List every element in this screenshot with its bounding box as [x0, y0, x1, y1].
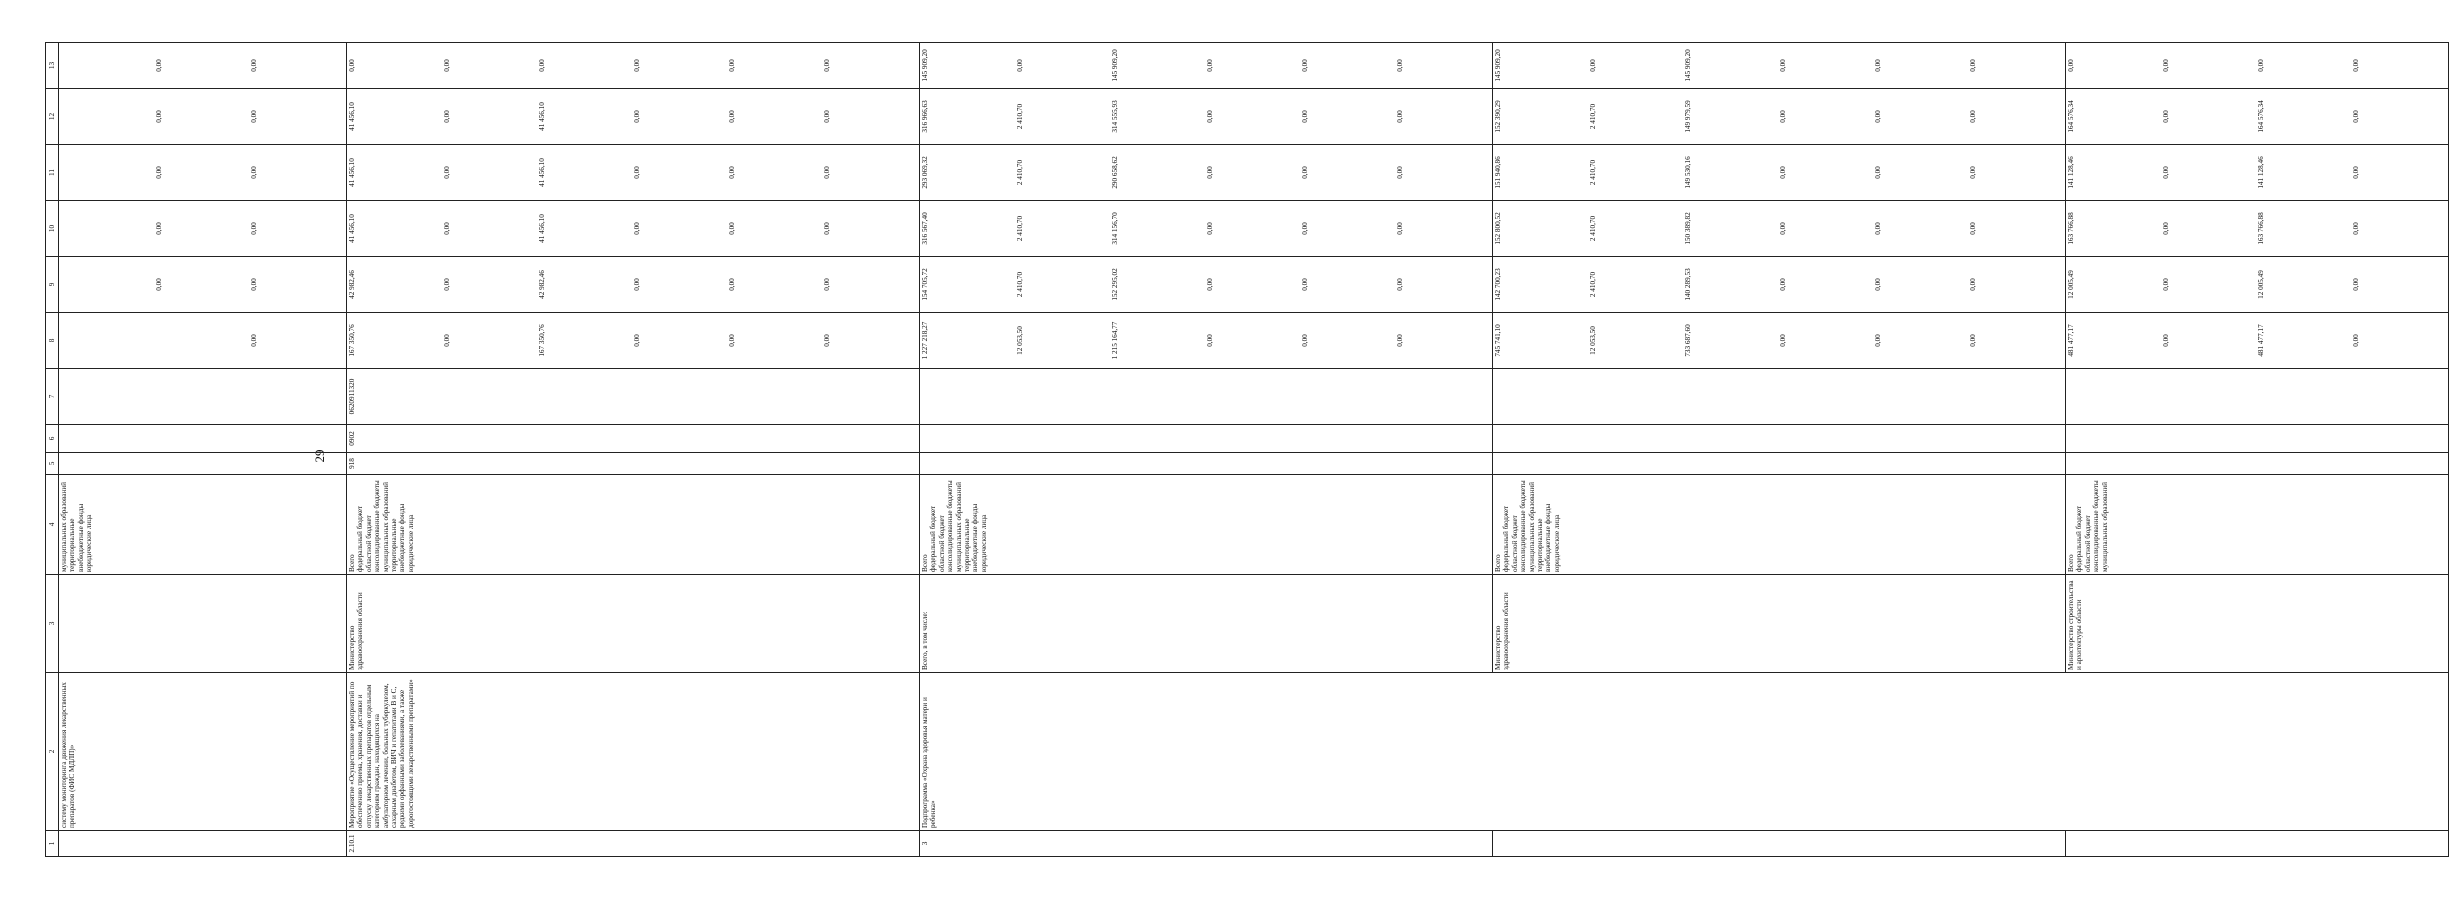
amount-value: 145 909,20: [921, 49, 929, 82]
amount-value: 0,00: [633, 334, 641, 347]
funding-source-line: консолидированные бюджеты муниципальных образований: [1519, 480, 1536, 572]
funding-source-line: Всего: [921, 554, 929, 572]
table-row: [59, 43, 347, 857]
amount-value: 314 555,93: [1111, 100, 1119, 133]
amount-value: 0,00: [1206, 166, 1214, 179]
target-article-cell: [59, 369, 347, 425]
amount-value: 41 456,10: [538, 158, 546, 187]
amount-value: 0,00: [1779, 110, 1787, 123]
amount-value: 2 410,70: [1589, 103, 1597, 130]
amount-value: 0,00: [1969, 222, 1977, 235]
budget-table: [45, 42, 2449, 857]
amount-value: [60, 203, 155, 254]
amount-value: 0,00: [1874, 222, 1882, 235]
amount-value: 12 005,49: [2257, 270, 2265, 299]
amount-value: 0,00: [250, 166, 258, 179]
amount-total-cell: [2066, 313, 2449, 369]
amount-value: [60, 91, 155, 142]
header-cell: 3: [46, 575, 59, 673]
amount-value: 0,00: [823, 166, 831, 179]
amount-value: 0,00: [1301, 334, 1309, 347]
amount-year-cell: [920, 201, 1493, 257]
amount-value: 152 390,29: [1494, 100, 1502, 133]
amount-value: 0,00: [1874, 334, 1882, 347]
funding-source-line: территориальные внебюджетные фонды: [1536, 503, 1553, 572]
grbs-cell: [2066, 453, 2449, 475]
amount-year-cell: [1493, 201, 2066, 257]
section-cell: [920, 425, 1493, 453]
amount-value: 0,00: [728, 278, 736, 291]
amount-value: 2 410,70: [1016, 271, 1024, 298]
funding-source-line: федеральный бюджет: [356, 505, 365, 572]
section-cell: [2066, 425, 2449, 453]
amount-year-cell: [920, 43, 1493, 89]
funding-source-line: консолидированные бюджеты муниципальных образований: [373, 480, 390, 572]
amount-year-cell: [347, 43, 920, 89]
funding-source-line: юридические лица: [979, 514, 988, 572]
amount-value: 0,00: [1874, 110, 1882, 123]
amount-value: 151 940,86: [1494, 156, 1502, 189]
amount-value: 0,00: [1206, 278, 1214, 291]
amount-value: 0,00: [1969, 278, 1977, 291]
amount-year-cell: [347, 89, 920, 145]
funding-source-cell: [347, 475, 920, 575]
amount-value: 0,00: [823, 110, 831, 123]
header-cell: 12: [46, 89, 59, 145]
amount-value: 2 410,70: [1016, 159, 1024, 186]
amount-year-cell: [59, 145, 347, 201]
amount-value: 0,00: [1969, 166, 1977, 179]
amount-value: 0,00: [1779, 59, 1787, 72]
amount-value: 167 350,76: [538, 324, 546, 357]
page-number: 29: [312, 449, 327, 463]
amount-year-cell: [2066, 201, 2449, 257]
funding-source-line: муниципальных образований: [60, 481, 68, 572]
amount-value: 0,00: [2352, 222, 2360, 235]
amount-value: 0,00: [1396, 59, 1404, 72]
event-name-cell: Мероприятие «Осуществление мероприятий по обеспечению приема, хранения, доставки и отпуску лекарственных препаратов отдельным категориям граждан, находящихся на амбулаторном лечении, больных туберкулезом, сахарным диабетом, ВИЧ и гепатитами В и С, редкими орфанными заболеваниями, а также дорогостоящими лекарственными препаратами»: [347, 673, 920, 831]
header-cell: 2: [46, 673, 59, 831]
header-cell: 13: [46, 43, 59, 89]
amount-value: 290 658,62: [1111, 156, 1119, 189]
funding-source-line: Всего: [2067, 554, 2075, 572]
amount-value: 0,00: [1206, 334, 1214, 347]
event-name-cell: систему мониторинга движения лекарственных препаратов (ФИС МДЛП)»: [59, 673, 347, 831]
amount-value: 2 410,70: [1016, 103, 1024, 130]
grbs-cell: [1493, 453, 2066, 475]
amount-value: 0,00: [155, 110, 163, 123]
amount-value: 145 909,20: [1684, 49, 1692, 82]
amount-value: 0,00: [1779, 222, 1787, 235]
amount-year-cell: [1493, 257, 2066, 313]
amount-value: 0,00: [1969, 334, 1977, 347]
amount-value: 154 705,72: [921, 268, 929, 301]
amount-value: 0,00: [250, 222, 258, 235]
amount-value: 0,00: [1779, 278, 1787, 291]
amount-total-cell: [59, 313, 347, 369]
amount-value: 0,00: [2162, 334, 2170, 347]
section-cell: [1493, 425, 2066, 453]
amount-year-cell: [347, 145, 920, 201]
executor-cell: Всего, в том числе:: [920, 575, 1493, 673]
row-number-cell: 3: [920, 831, 1493, 857]
amount-value: 0,00: [823, 59, 831, 72]
amount-value: 0,00: [1301, 278, 1309, 291]
grbs-cell: [59, 453, 347, 475]
amount-value: 0,00: [1396, 222, 1404, 235]
section-cell: 0902: [347, 425, 920, 453]
amount-value: 0,00: [155, 222, 163, 235]
amount-value: 481 477,17: [2257, 324, 2265, 357]
amount-value: 2 410,70: [1016, 215, 1024, 242]
amount-value: 145 909,20: [1111, 49, 1119, 82]
amount-value: 149 979,59: [1684, 100, 1692, 133]
header-row: [46, 43, 59, 857]
amount-value: 1 215 164,77: [1111, 321, 1119, 360]
amount-value: 164 576,34: [2067, 100, 2075, 133]
amount-value: 314 156,70: [1111, 212, 1119, 245]
target-article-cell: [2066, 369, 2449, 425]
amount-value: 0,00: [633, 278, 641, 291]
amount-value: 293 069,32: [921, 156, 929, 189]
amount-value: 1 227 218,27: [921, 321, 929, 360]
funding-source-line: консолидированные бюджеты муниципальных образований: [946, 480, 963, 572]
amount-value: 0,00: [155, 59, 163, 72]
amount-year-cell: [1493, 145, 2066, 201]
amount-total-cell: [920, 313, 1493, 369]
amount-year-cell: [1493, 43, 2066, 89]
amount-value: 149 530,16: [1684, 156, 1692, 189]
amount-value: 0,00: [1874, 59, 1882, 72]
header-cell: 5: [46, 453, 59, 475]
amount-total-cell: [347, 313, 920, 369]
amount-value: 316 966,63: [921, 100, 929, 133]
amount-value: 150 389,82: [1684, 212, 1692, 245]
header-cell: 4: [46, 475, 59, 575]
amount-value: 0,00: [823, 278, 831, 291]
funding-source-cell: [1493, 475, 2066, 575]
amount-value: 0,00: [155, 278, 163, 291]
amount-value: 0,00: [1396, 334, 1404, 347]
amount-value: 0,00: [1206, 222, 1214, 235]
executor-cell: Министерство здравоохранения области: [1493, 575, 2066, 673]
amount-value: 163 766,88: [2257, 212, 2265, 245]
funding-source-line: областной бюджет: [1510, 515, 1519, 572]
funding-source-line: федеральный бюджет: [1502, 505, 1511, 572]
amount-value: 0,00: [728, 334, 736, 347]
amount-value: 0,00: [443, 278, 451, 291]
amount-value: 0,00: [250, 110, 258, 123]
amount-value: 0,00: [1206, 59, 1214, 72]
amount-value: 141 128,46: [2067, 156, 2075, 189]
funding-source-line: федеральный бюджет: [2075, 505, 2084, 572]
amount-value: 0,00: [155, 166, 163, 179]
executor-cell: Министерство строительства и архитектуры области: [2066, 575, 2449, 673]
funding-source-line: Всего: [348, 554, 356, 572]
amount-value: 0,00: [443, 59, 451, 72]
amount-value: 0,00: [348, 59, 356, 72]
amount-value: 0,00: [2067, 59, 2075, 72]
amount-value: 140 289,53: [1684, 268, 1692, 301]
amount-value: 42 982,46: [348, 270, 356, 299]
amount-value: 12 005,49: [2067, 270, 2075, 299]
amount-value: 0,00: [2257, 59, 2265, 72]
row-number-cell: [59, 831, 347, 857]
funding-source-line: территориальные внебюджетные фонды: [68, 503, 85, 572]
funding-source-line: территориальные внебюджетные фонды: [390, 503, 407, 572]
amount-year-cell: [1493, 89, 2066, 145]
row-number-cell: 2.10.1: [347, 831, 920, 857]
amount-year-cell: [2066, 145, 2449, 201]
row-number-cell: [2066, 831, 2449, 857]
header-cell: 11: [46, 145, 59, 201]
amount-year-cell: [347, 201, 920, 257]
amount-value: 41 456,10: [348, 102, 356, 131]
amount-value: 145 909,20: [1494, 49, 1502, 82]
amount-value: 0,00: [443, 222, 451, 235]
amount-value: 41 456,10: [348, 158, 356, 187]
funding-source-line: юридические лица: [406, 514, 415, 572]
amount-year-cell: [2066, 89, 2449, 145]
amount-year-cell: [59, 43, 347, 89]
amount-value: 0,00: [2162, 166, 2170, 179]
header-cell: 8: [46, 313, 59, 369]
amount-value: 42 982,46: [538, 270, 546, 299]
funding-source-line: территориальные внебюджетные фонды: [963, 503, 980, 572]
amount-value: 0,00: [728, 222, 736, 235]
amount-value: 0,00: [443, 110, 451, 123]
amount-value: 0,00: [2352, 166, 2360, 179]
amount-value: [155, 315, 250, 366]
amount-value: [60, 259, 155, 310]
amount-value: 142 700,23: [1494, 268, 1502, 301]
funding-source-line: областной бюджет: [937, 515, 946, 572]
table-row: [347, 43, 920, 857]
funding-source-line: федеральный бюджет: [929, 505, 938, 572]
amount-value: 0,00: [2352, 110, 2360, 123]
amount-value: 0,00: [250, 334, 258, 347]
funding-source-cell: [59, 475, 347, 575]
amount-value: 0,00: [728, 59, 736, 72]
amount-value: 0,00: [2162, 278, 2170, 291]
amount-value: 0,00: [1301, 110, 1309, 123]
amount-value: [60, 45, 155, 86]
header-cell: 7: [46, 369, 59, 425]
amount-year-cell: [920, 89, 1493, 145]
target-article-cell: [1493, 369, 2066, 425]
amount-value: 0,00: [2162, 59, 2170, 72]
amount-year-cell: [2066, 43, 2449, 89]
amount-value: 0,00: [1396, 166, 1404, 179]
amount-value: 0,00: [2352, 334, 2360, 347]
funding-source-line: юридические лица: [1552, 514, 1561, 572]
funding-source-line: Всего: [1494, 554, 1502, 572]
target-article-cell: [920, 369, 1493, 425]
subprogram-name-cell: Подпрограмма «Охрана здоровья матери и ребенка»: [920, 673, 2449, 831]
amount-value: 0,00: [1969, 110, 1977, 123]
amount-value: 141 128,46: [2257, 156, 2265, 189]
amount-year-cell: [59, 89, 347, 145]
amount-total-cell: [1493, 313, 2066, 369]
amount-value: 12 053,50: [1589, 326, 1597, 355]
amount-year-cell: [920, 145, 1493, 201]
amount-year-cell: [59, 257, 347, 313]
amount-value: 12 053,50: [1016, 326, 1024, 355]
amount-value: 0,00: [443, 334, 451, 347]
table-row: [920, 43, 1493, 857]
header-cell: 1: [46, 831, 59, 857]
funding-source-line: областной бюджет: [364, 515, 373, 572]
amount-value: 0,00: [2162, 110, 2170, 123]
amount-value: 0,00: [2162, 222, 2170, 235]
amount-year-cell: [59, 201, 347, 257]
amount-value: 164 576,34: [2257, 100, 2265, 133]
amount-value: 163 766,88: [2067, 212, 2075, 245]
grbs-cell: [920, 453, 1493, 475]
amount-value: 0,00: [250, 278, 258, 291]
amount-value: 2 410,70: [1589, 271, 1597, 298]
amount-value: 0,00: [538, 59, 546, 72]
amount-value: 0,00: [1301, 222, 1309, 235]
amount-value: 0,00: [1874, 278, 1882, 291]
amount-value: 0,00: [250, 59, 258, 72]
amount-year-cell: [347, 257, 920, 313]
amount-value: 0,00: [2352, 59, 2360, 72]
amount-value: 0,00: [1969, 59, 1977, 72]
funding-source-line: областной бюджет: [2083, 515, 2092, 572]
amount-value: 0,00: [1016, 59, 1024, 72]
amount-value: 0,00: [633, 222, 641, 235]
amount-value: 152 800,52: [1494, 212, 1502, 245]
header-cell: 6: [46, 425, 59, 453]
row-number-cell: [1493, 831, 2066, 857]
amount-year-cell: [2066, 257, 2449, 313]
funding-source-line: консолидированные бюджеты муниципальных образований: [2092, 480, 2109, 572]
amount-value: 0,00: [1589, 59, 1597, 72]
amount-value: 2 410,70: [1589, 159, 1597, 186]
amount-value: 481 477,17: [2067, 324, 2075, 357]
amount-value: 0,00: [728, 166, 736, 179]
target-article-cell: 0620911320: [347, 369, 920, 425]
amount-value: 0,00: [1874, 166, 1882, 179]
amount-value: 41 456,10: [538, 102, 546, 131]
amount-value: 0,00: [1779, 166, 1787, 179]
amount-value: [60, 315, 155, 366]
amount-value: 733 687,60: [1684, 324, 1692, 357]
amount-value: 0,00: [1396, 278, 1404, 291]
section-cell: [59, 425, 347, 453]
funding-source-line: юридические лица: [85, 514, 94, 572]
amount-value: 0,00: [1396, 110, 1404, 123]
amount-value: 41 456,10: [348, 214, 356, 243]
amount-value: 0,00: [1206, 110, 1214, 123]
amount-value: 0,00: [823, 334, 831, 347]
header-cell: 10: [46, 201, 59, 257]
amount-value: 0,00: [1301, 166, 1309, 179]
executor-cell: [59, 575, 347, 673]
amount-value: [60, 147, 155, 198]
amount-value: 0,00: [633, 166, 641, 179]
amount-value: 0,00: [633, 110, 641, 123]
amount-value: 0,00: [1779, 334, 1787, 347]
executor-cell: Министерство здравоохранения области: [347, 575, 920, 673]
amount-year-cell: [920, 257, 1493, 313]
amount-value: 41 456,10: [538, 214, 546, 243]
amount-value: 0,00: [1301, 59, 1309, 72]
amount-value: 0,00: [728, 110, 736, 123]
funding-source-cell: [2066, 475, 2449, 575]
budget-table-rotated: [45, 43, 2360, 857]
amount-value: 0,00: [633, 59, 641, 72]
header-cell: 9: [46, 257, 59, 313]
amount-value: 0,00: [2352, 278, 2360, 291]
amount-value: 745 741,10: [1494, 324, 1502, 357]
funding-source-cell: [920, 475, 1493, 575]
amount-value: 167 350,76: [348, 324, 356, 357]
grbs-cell: 918: [347, 453, 920, 475]
amount-value: 0,00: [823, 222, 831, 235]
amount-value: 2 410,70: [1589, 215, 1597, 242]
amount-value: 152 295,02: [1111, 268, 1119, 301]
amount-value: 0,00: [443, 166, 451, 179]
amount-value: 316 567,40: [921, 212, 929, 245]
